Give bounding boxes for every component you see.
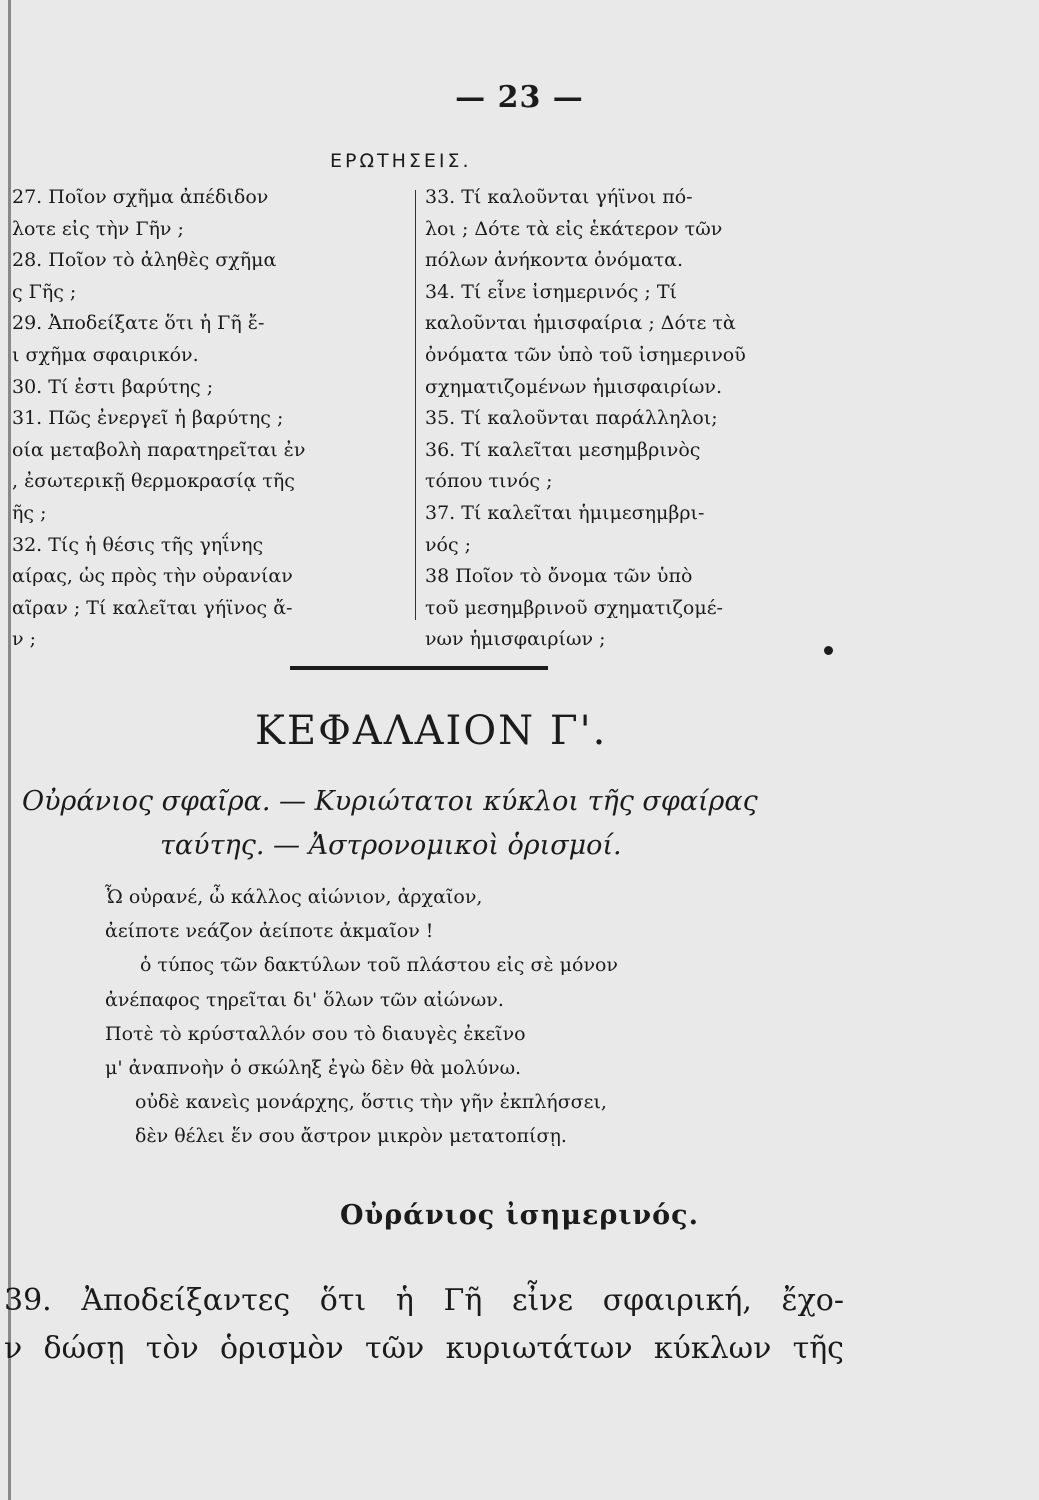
question-line: ν ; <box>12 628 36 651</box>
question-line: 33. Τί καλοῦνται γήϊνοι πό- <box>425 186 693 208</box>
poem-line: Ὦ οὐρανέ, ὦ κάλλος αἰώνιον, ἀρχαῖον, <box>105 886 483 908</box>
question-line: λοτε εἰς τὴν Γῆν ; <box>12 217 184 240</box>
body-paragraph <box>4 1277 844 1373</box>
question-line: τόπου τινός ; <box>425 470 553 493</box>
question-line: οία μεταβολὴ παρατηρεῖται ἐν <box>12 438 306 461</box>
question-line: αῖραν ; Τί καλεῖται γήϊνος ἄ- <box>12 596 293 619</box>
question-line: 28. Ποῖον τὸ ἀληθὲς σχῆμα <box>12 249 277 272</box>
question-line: 35. Τί καλοῦνται παράλληλοι; <box>425 407 718 430</box>
question-line: 37. Τί καλεῖται ἡμιμεσημβρι- <box>425 501 705 524</box>
chapter-title: ΚΕΦΑΛΑΙΟΝ Γ'. <box>255 708 608 754</box>
question-line: πόλων ἀνήκοντα ὀνόματα. <box>425 249 684 272</box>
question-line: νων ἡμισφαιρίων ; <box>425 628 606 651</box>
question-line: τοῦ μεσημβρινοῦ σχηματιζομέ- <box>425 596 723 619</box>
section-rule <box>290 666 548 670</box>
poem-line: ἀείποτε νεάζον ἀείποτε ἀκμαῖον ! <box>105 920 434 943</box>
question-line: νός ; <box>425 533 472 556</box>
poem-line: ἀνέπαφος τηρεῖται δι' ὅλων τῶν αἰώνων. <box>105 988 504 1011</box>
question-line: σχηματιζομένων ἡμισφαιρίων. <box>425 375 723 398</box>
questions-right-column <box>425 182 845 656</box>
page-binding-edge <box>8 0 11 1500</box>
question-line: 27. Ποῖον σχῆμα ἀπέδιδον <box>12 186 269 208</box>
ink-dot <box>824 646 833 655</box>
page-number: — 23 — <box>455 80 584 115</box>
question-line: ὀνόματα τῶν ὑπὸ τοῦ ἰσημερινοῦ <box>425 343 746 366</box>
section-heading: ΕΡΩΤΗΣΕΙΣ. <box>330 150 472 172</box>
question-line: καλοῦνται ἡμισφαίρια ; Δότε τὰ <box>425 312 736 335</box>
question-line: λοι ; Δότε τὰ εἰς ἑκάτερον τῶν <box>425 217 723 240</box>
question-line: , ἐσωτερικῇ θερμοκρασίᾳ τῆς <box>12 470 295 493</box>
question-line: 29. Ἀποδείξατε ὅτι ἡ Γῆ ἔ- <box>12 312 265 335</box>
chapter-subtitle: ταύτης. — Ἀστρονομικοὶ ὁρισμοί. <box>160 830 622 861</box>
question-line: αίρας, ὡς πρὸς τὴν οὐρανίαν <box>12 565 293 588</box>
question-line: ι σχῆμα σφαιρικόν. <box>12 343 199 366</box>
poem-line: οὐδὲ κανεὶς μονάρχης, ὅστις τὴν γῆν ἐκπλήσσει, <box>135 1091 607 1114</box>
poem-line: Ποτὲ τὸ κρύσταλλόν σου τὸ διαυγὲς ἐκεῖνο <box>105 1022 526 1045</box>
poem-line: ὁ τύπος τῶν δακτύλων τοῦ πλάστου εἰς σὲ μόνον <box>140 954 618 977</box>
body-line: ν δώσῃ τὸν ὁρισμὸν τῶν κυριωτάτων κύκλων τῆς <box>4 1331 844 1366</box>
question-line: ς Γῆς ; <box>12 280 77 303</box>
questions-left-column <box>12 182 412 656</box>
question-line: 32. Τίς ἡ θέσις τῆς γηΐνης <box>12 533 264 556</box>
question-line: 38 Ποῖον τὸ ὄνομα τῶν ὑπὸ <box>425 565 693 588</box>
poem-line: δὲν θέλει ἕν σου ἄστρον μικρὸν μετατοπίσῃ. <box>135 1125 567 1148</box>
body-line: 39. Ἀποδείξαντες ὅτι ἡ Γῆ εἶνε σφαιρική, ἔχο- <box>4 1283 844 1318</box>
question-line: 31. Πῶς ἐνεργεῖ ἡ βαρύτης ; <box>12 407 284 430</box>
poem <box>105 880 618 1154</box>
poem-line: μ' ἀναπνοὴν ὁ σκώληξ ἐγὼ δὲν θὰ μολύνω. <box>105 1056 522 1079</box>
question-line: 34. Τί εἶνε ἰσημερινός ; Τί <box>425 280 677 303</box>
subheading: Οὐράνιος ἰσημερινός. <box>339 1200 700 1231</box>
column-divider <box>415 190 416 620</box>
question-line: ῆς ; <box>12 501 47 524</box>
chapter-subtitle: Οὐράνιος σφαῖρα. — Κυριώτατοι κύκλοι τῆς σφαίρας <box>22 786 758 817</box>
question-line: 30. Τί ἐστι βαρύτης ; <box>12 375 214 398</box>
question-line: 36. Τί καλεῖται μεσημβρινὸς <box>425 438 701 461</box>
